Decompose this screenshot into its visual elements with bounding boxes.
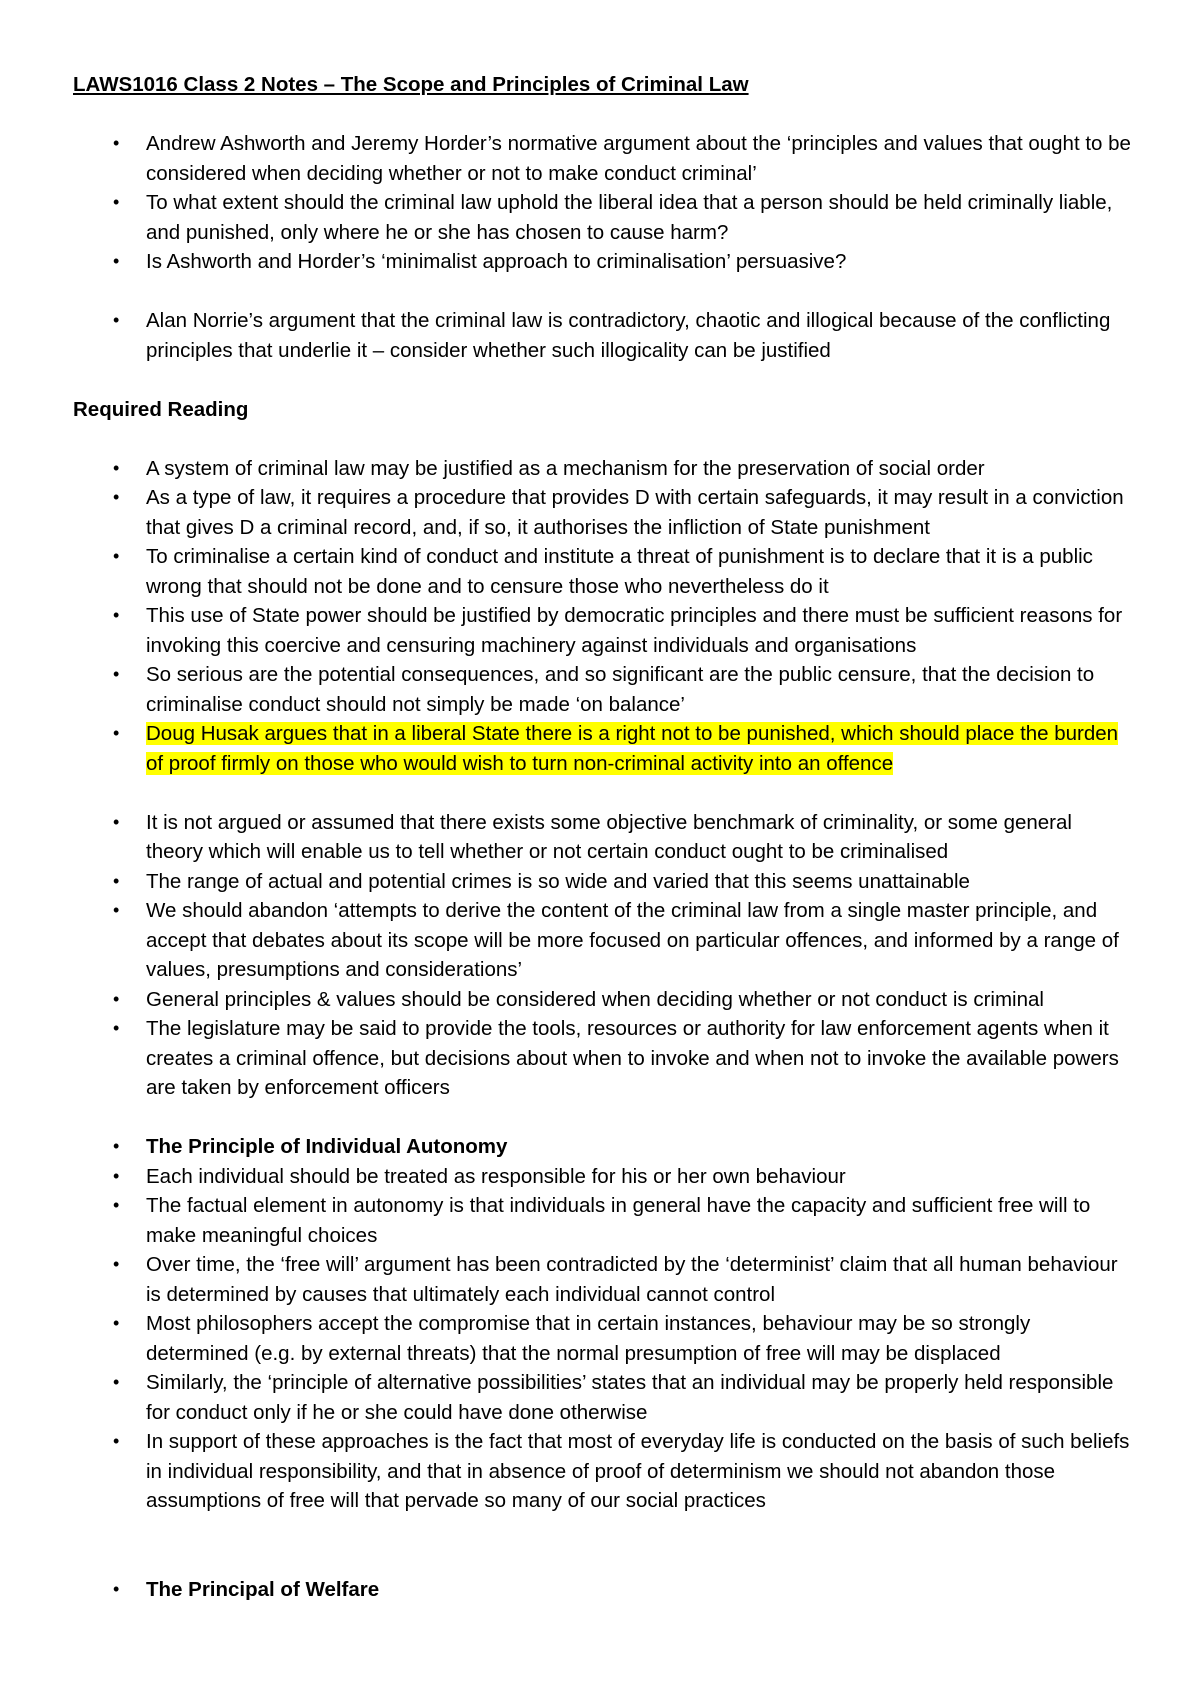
list-item	[73, 247, 1133, 277]
list-item-text: This use of State power should be justified by democratic principles and there must be sufficient reasons for invoking this coercive and censuring machinery against individuals and organisations	[146, 604, 1123, 657]
list-item-text: As a type of law, it requires a procedure that provides D with certain safeguards, it may result in a conviction that gives D a criminal record, and, if so, it authorises the infliction of State punishment	[146, 486, 1124, 539]
welfare-heading: The Principal of Welfare	[146, 1577, 380, 1601]
reading-list-2	[73, 808, 1133, 1103]
list-item-text: In support of these approaches is the fact that most of everyday life is conducted on the basis of such beliefs in individual responsibility, and that in absence of proof of determinism we should not abandon those assumptions of free will that pervade so many of our social practices	[146, 1430, 1130, 1512]
spacer	[73, 1103, 1133, 1133]
bullet-icon: •	[113, 1254, 120, 1274]
spacer	[73, 1545, 1133, 1575]
list-item-text: Alan Norrie’s argument that the criminal law is contradictory, chaotic and illogical because of the conflicting principles that underlie it – consider whether such illogicality can be justified	[146, 309, 1111, 362]
bullet-icon: •	[113, 457, 120, 478]
list-item	[73, 129, 1133, 188]
bullet-icon: •	[113, 723, 120, 743]
list-item	[73, 896, 1133, 985]
list-item	[73, 1014, 1133, 1103]
list-item-text: We should abandon ‘attempts to derive the content of the criminal law from a single master principle, and accept that debates about its scope will be more focused on particular offences, and informed by a range of values, presumptions and considerations’	[146, 899, 1119, 981]
spacer	[73, 778, 1133, 808]
bullet-icon: •	[113, 1136, 120, 1156]
bullet-icon: •	[113, 870, 120, 891]
list-item-text: A system of criminal law may be justified as a mechanism for the preservation of social order	[146, 456, 985, 480]
welfare-heading-item	[73, 1575, 1133, 1605]
list-item-text: The factual element in autonomy is that individuals in general have the capacity and sufficient free will to make meaningful choices	[146, 1194, 1091, 1247]
intro-list-2	[73, 306, 1133, 365]
list-item	[73, 867, 1133, 897]
bullet-icon: •	[113, 192, 120, 212]
bullet-icon: •	[113, 251, 120, 271]
list-item-text: Andrew Ashworth and Jeremy Horder’s normative argument about the ‘principles and values that ought to be considered when deciding whether or not to make conduct criminal’	[146, 132, 1131, 185]
list-item	[73, 542, 1133, 601]
reading-list-1	[73, 454, 1133, 779]
required-reading-heading: Required Reading	[73, 397, 249, 421]
list-item	[73, 1250, 1133, 1309]
list-item	[73, 985, 1133, 1015]
list-item-text: Over time, the ‘free will’ argument has been contradicted by the ‘determinist’ claim that all human behaviour is determined by causes that ultimately each individual cannot control	[146, 1253, 1118, 1306]
spacer	[73, 1516, 1133, 1546]
list-item-text: Each individual should be treated as responsible for his or her own behaviour	[146, 1164, 846, 1188]
autonomy-heading-item	[73, 1132, 1133, 1162]
intro-list-1	[73, 129, 1133, 277]
bullet-icon: •	[113, 1018, 120, 1038]
bullet-icon: •	[113, 487, 120, 507]
bullet-icon: •	[113, 988, 120, 1009]
spacer	[73, 100, 1133, 130]
bullet-icon: •	[113, 605, 120, 625]
bullet-icon: •	[113, 1195, 120, 1215]
welfare-list	[73, 1575, 1133, 1605]
autonomy-list	[73, 1132, 1133, 1516]
list-item	[73, 601, 1133, 660]
bullet-icon: •	[113, 310, 120, 330]
bullet-icon: •	[113, 1372, 120, 1392]
list-item	[73, 1427, 1133, 1516]
bullet-icon: •	[113, 900, 120, 920]
autonomy-heading: The Principle of Individual Autonomy	[146, 1135, 508, 1158]
list-item	[73, 808, 1133, 867]
bullet-icon: •	[113, 546, 120, 566]
bullet-icon: •	[113, 133, 120, 153]
spacer	[73, 365, 1133, 395]
list-item	[73, 188, 1133, 247]
list-item	[73, 1368, 1133, 1427]
bullet-icon: •	[113, 811, 120, 832]
list-item-text: It is not argued or assumed that there exists some objective benchmark of criminality, or some general theory which will enable us to tell whether or not certain conduct ought to be criminalised	[146, 810, 1072, 863]
document-page	[73, 70, 1133, 1604]
list-item-text: The legislature may be said to provide the tools, resources or authority for law enforcement agents when it creates a criminal offence, but decisions about when to invoke and when not to invoke the available powers are taken by enforcement officers	[146, 1017, 1119, 1099]
list-item	[73, 1191, 1133, 1250]
document-title: LAWS1016 Class 2 Notes – The Scope and Principles of Criminal Law	[73, 73, 749, 96]
list-item	[73, 1162, 1133, 1192]
bullet-icon: •	[113, 1165, 120, 1186]
list-item-text: General principles & values should be considered when deciding whether or not conduct is criminal	[146, 987, 1044, 1011]
spacer	[73, 277, 1133, 307]
list-item-text: To what extent should the criminal law uphold the liberal idea that a person should be held criminally liable, and punished, only where he or she has chosen to cause harm?	[146, 191, 1113, 244]
list-item-text: To criminalise a certain kind of conduct and institute a threat of punishment is to declare that it is a public wrong that should not be done and to censure those who nevertheless do it	[146, 545, 1093, 598]
list-item-text: Is Ashworth and Horder’s ‘minimalist approach to criminalisation’ persuasive?	[146, 250, 847, 273]
bullet-icon: •	[113, 1578, 120, 1599]
bullet-icon: •	[113, 664, 120, 684]
list-item	[73, 306, 1133, 365]
list-item-text: So serious are the potential consequences, and so significant are the public censure, that the decision to criminalise conduct should not simply be made ‘on balance’	[146, 663, 1095, 716]
list-item	[73, 1309, 1133, 1368]
bullet-icon: •	[113, 1431, 120, 1451]
highlighted-list-item	[73, 719, 1133, 778]
list-item-text: The range of actual and potential crimes is so wide and varied that this seems unattainable	[146, 869, 970, 893]
highlighted-text: Doug Husak argues that in a liberal State there is a right not to be punished, which should place the burden of proof firmly on those who would wish to turn non-criminal activity into an offence	[146, 722, 1119, 775]
list-item	[73, 660, 1133, 719]
list-item	[73, 483, 1133, 542]
list-item	[73, 454, 1133, 484]
bullet-icon: •	[113, 1313, 120, 1333]
list-item-text: Similarly, the ‘principle of alternative possibilities’ states that an individual may be properly held responsible for conduct only if he or she could have done otherwise	[146, 1371, 1114, 1424]
list-item-text: Most philosophers accept the compromise that in certain instances, behaviour may be so strongly determined (e.g. by external threats) that the normal presumption of free will may be displaced	[146, 1312, 1031, 1365]
spacer	[73, 424, 1133, 454]
